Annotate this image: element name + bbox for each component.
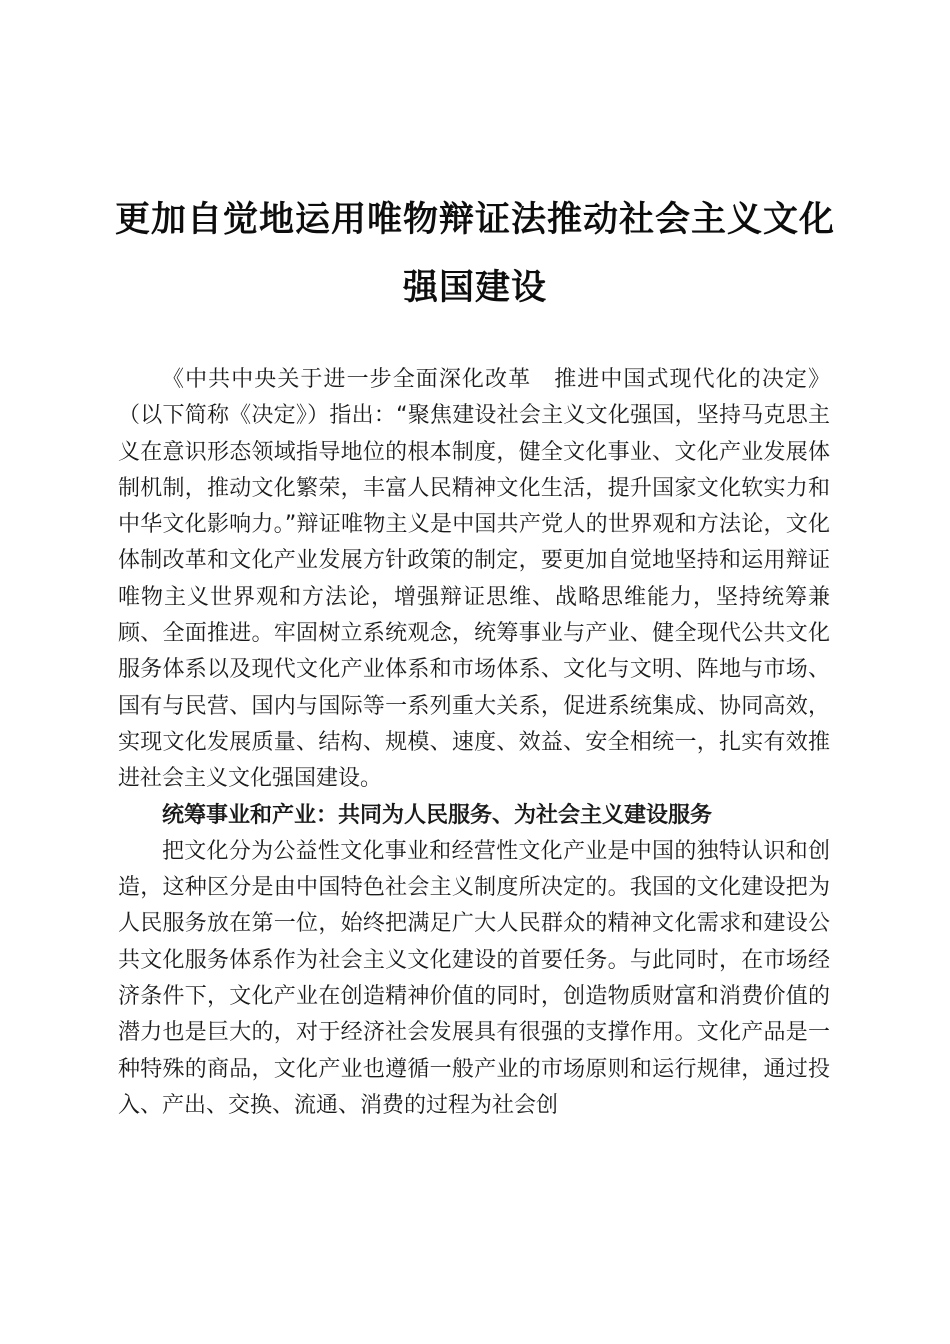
- document-title-line-1: 更加自觉地运用唯物辩证法推动社会主义文化: [114, 199, 835, 240]
- document-title-line-2: 强国建设: [402, 267, 547, 308]
- document-body: [118, 362, 830, 1124]
- paragraph-section-1: 把文化分为公益性文化事业和经营性文化产业是中国的独特认识和创造，这种区分是由中国特色社会主义制度所决定的。我国的文化建设把为人民服务放在第一位，始终把满足广大人民群众的精神文化需求和建设公共文化服务体系作为社会主义文化建设的首要任务。与此同时，在市场经济条件下，文化产业在创造精神价值的同时，创造物质财富和消费价值的潜力也是巨大的，对于经济社会发展具有很强的支撑作用。文化产品是一种特殊的商品，文化产业也遵循一般产业的市场原则和运行规律，通过投入、产出、交换、流通、消费的过程为社会创: [118, 838, 830, 1118]
- paragraph-intro: 《中共中央关于进一步全面深化改革 推进中国式现代化的决定》（以下简称《决定》）指出：“聚焦建设社会主义文化强国，坚持马克思主义在意识形态领域指导地位的根本制度，健全文化事业、文化产业发展体制机制，推动文化繁荣，丰富人民精神文化生活，提升国家文化软实力和中华文化影响力。”辩证唯物主义是中国共产党人的世界观和方法论，文化体制改革和文化产业发展方针政策的制定，要更加自觉地坚持和运用辩证唯物主义世界观和方法论，增强辩证思维、战略思维能力，坚持统筹兼顾、全面推进。牢固树立系统观念，统筹事业与产业、健全现代公共文化服务体系以及现代文化产业体系和市场体系、文化与文明、阵地与市场、国有与民营、国内与国际等一系列重大关系，促进系统集成、协同高效，实现文化发展质量、结构、规模、速度、效益、安全相统一，扎实有效推进社会主义文化强国建设。: [118, 367, 830, 792]
- section-subheading: 统筹事业和产业：共同为人民服务、为社会主义建设服务: [162, 802, 713, 828]
